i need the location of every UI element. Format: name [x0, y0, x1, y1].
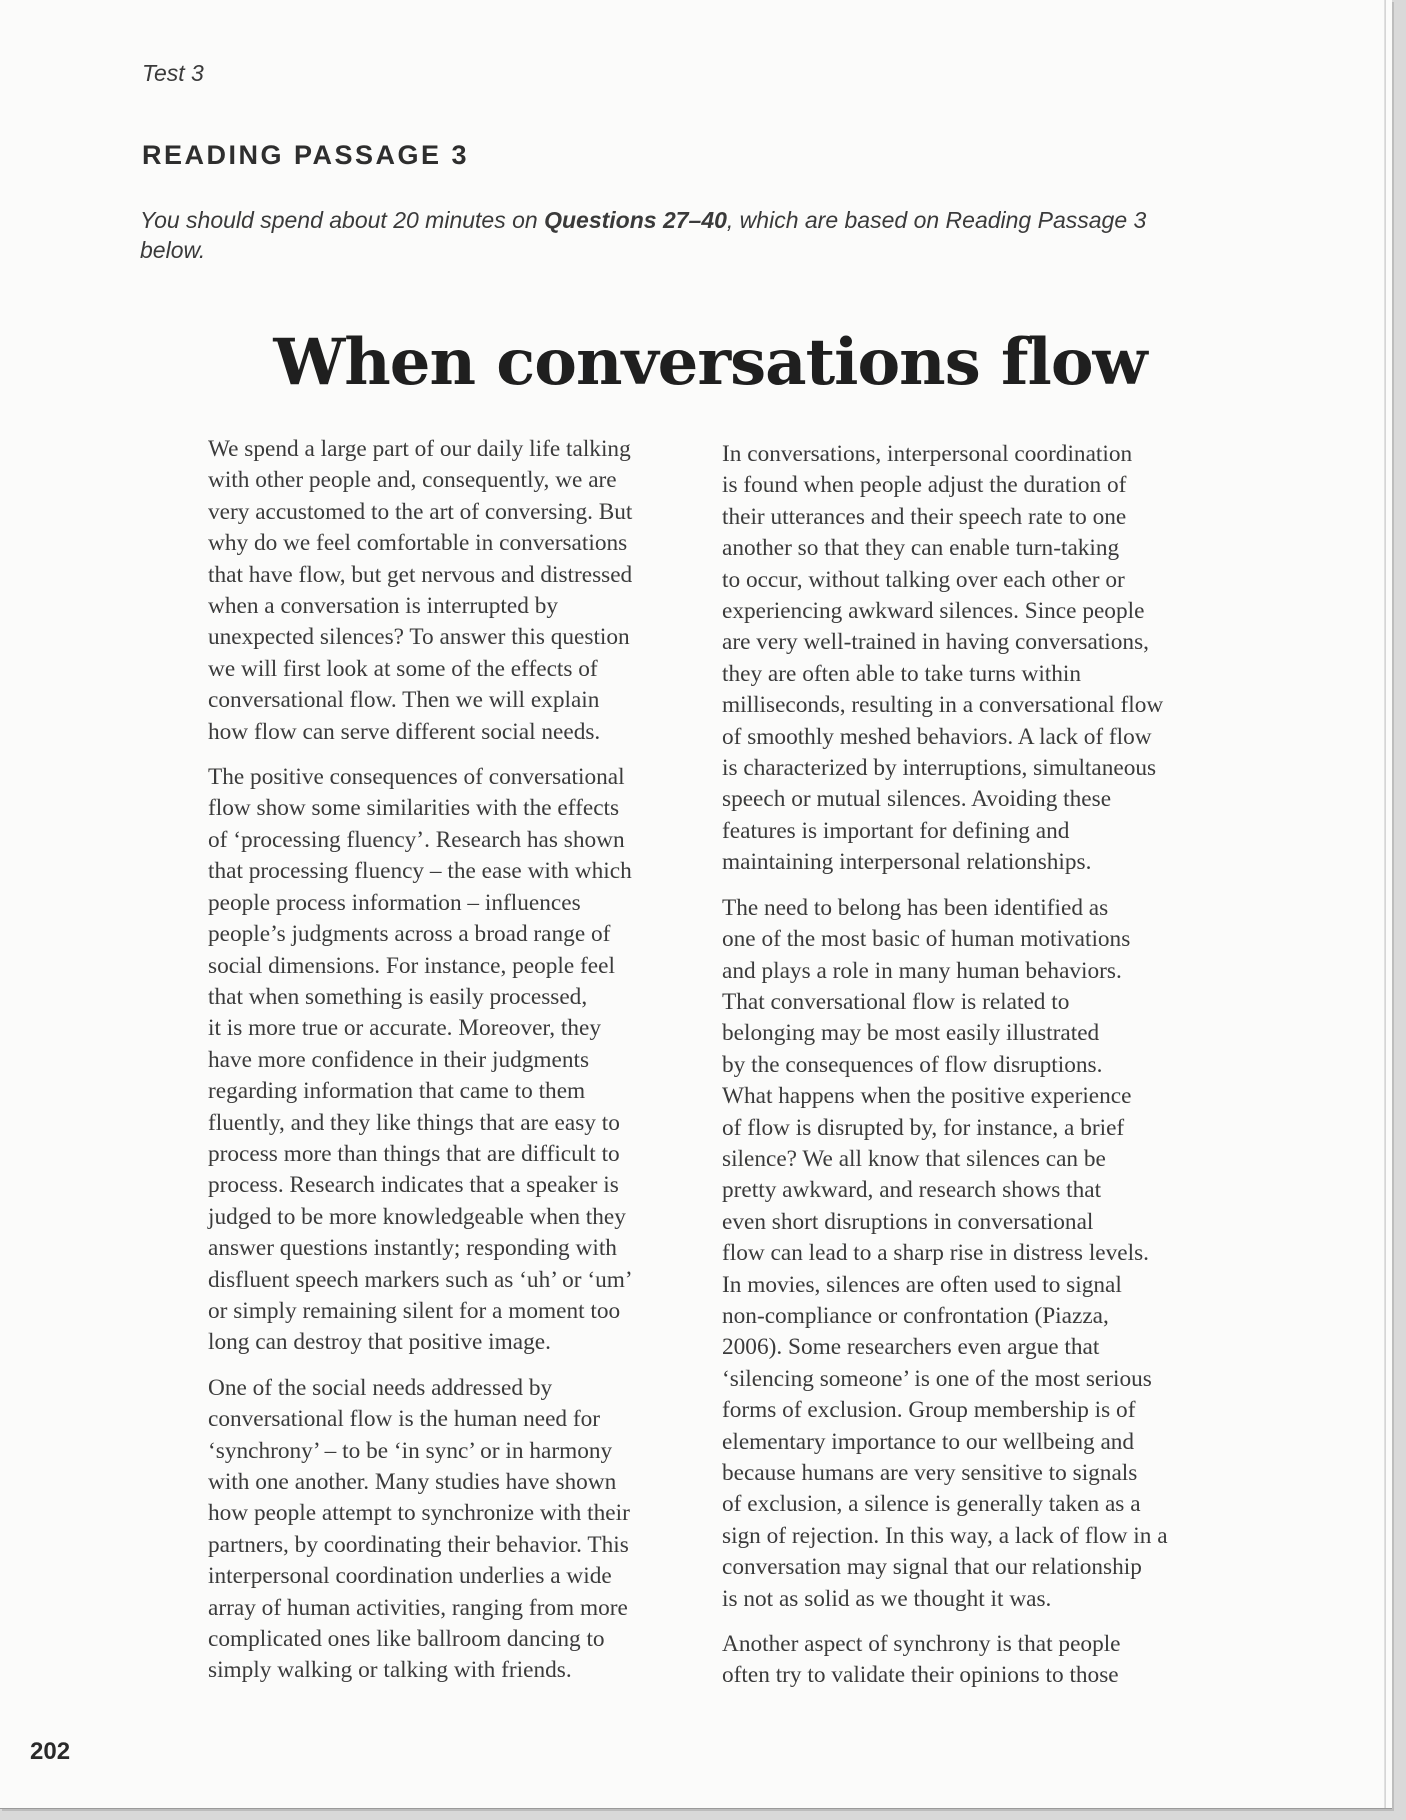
paragraph: In conversations, interpersonal coordination is found when people adjust the duration of their utterances and their speech rate to one another so that they can enable turn-taking to occur, without talking over each other or experiencing awkward silences. Since people are very well-trained in having conversations, they are often able to take turns within milliseconds, resulting in a conversational flow of smoothly meshed behaviors. A lack of flow is characterized by interruptions, simultaneous speech or mutual silences. Avoiding these features is important for defining and maintaining interpersonal relationships. [722, 441, 1164, 876]
instructions-text-before: You should spend about 20 minutes on [140, 207, 545, 233]
paragraph: The need to belong has been identified as one of the most basic of human motivations and plays a role in many human behaviors. That conversational flow is related to belonging may be most easily illustrated by the consequences of flow disruptions. What happens when the positive experience of flow is disrupted by, for instance, a brief silence? We all know that silences can be pretty awkward, and research shows that even short disruptions in conversational flow can lead to a sharp rise in distress levels. In movies, silences are often used to signal non-compliance or confrontation (Piazza, 2006). Some researchers even argue that ‘silencing someone’ is one of the most serious forms of exclusion. Group membership is of elementary importance to our wellbeing and because humans are very sensitive to signals of exclusion, a silence is generally taken as a sign of rejection. In this way, a lack of flow in a conversation may signal that our relationship is not as solid as we thought it was. [722, 894, 1168, 1612]
instructions-questions-range: Questions 27–40 [544, 207, 727, 233]
paragraph: One of the social needs addressed by conversational flow is the human need for ‘synchrony’ – to be ‘in sync’ or in harmony with one another. Many studies have shown how people attempt to synchronize with their partners, by coordinating their behavior. This interpersonal coordination underlies a wide array of human activities, ranging from more complicated ones like ballroom dancing to simply walking or talking with friends. [208, 1374, 630, 1684]
instructions [140, 205, 1150, 265]
page-number: 202 [30, 1738, 71, 1765]
paragraph: We spend a large part of our daily life talking with other people and, consequently, we are very accustomed to the art of conversing. But why do we feel comfortable in conversations that have flow, but get nervous and distressed when a conversation is interrupted by unexpected silences? To answer this question we will first look at some of the effects of conversational flow. Then we will explain how flow can serve different social needs. [208, 436, 633, 745]
right-column [722, 439, 1222, 1706]
page-edge [1384, 0, 1386, 1808]
paragraph: Another aspect of synchrony is that people often try to validate their opinions to those [722, 1631, 1121, 1689]
paragraph: The positive consequences of conversational flow show some similarities with the effects of ‘processing fluency’. Research has shown that processing fluency – the ease with which people process information – influences people’s judgments across a broad range of social dimensions. For instance, people feel that when something is easily processed, it is more true or accurate. Moreover, they have more confidence in their judgments regarding information that came to them fluently, and they like things that are easy to process more than things that are difficult to process. Research indicates that a speaker is judged to be more knowledgeable when they answer questions instantly; responding with disfluent speech markers such as ‘uh’ or ‘um’ or simply remaining silent for a moment too long can destroy that positive image. [208, 764, 633, 1356]
left-column [208, 434, 708, 1701]
passage-title: When conversations flow [273, 325, 1147, 400]
test-label: Test 3 [142, 60, 204, 86]
instructions-text-after: , which are based on Reading Passage 3 below. [140, 207, 1147, 263]
section-heading: READING PASSAGE 3 [142, 140, 470, 170]
